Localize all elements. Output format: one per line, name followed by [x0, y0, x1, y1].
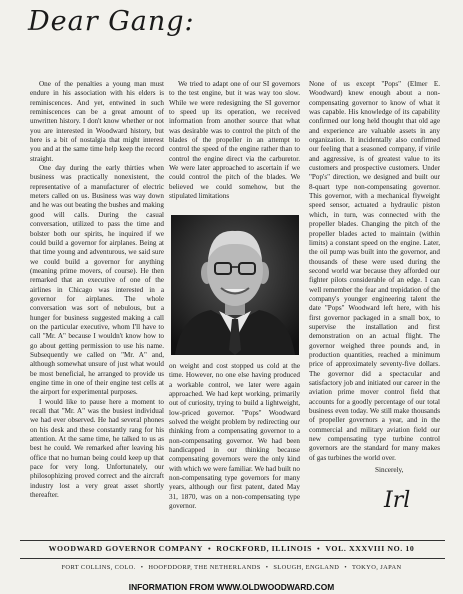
closing: Sincerely,	[375, 466, 404, 474]
source-banner: INFORMATION FROM WWW.OLDWOODWARD.COM	[128, 582, 335, 592]
location: SLOUGH, ENGLAND	[273, 564, 340, 571]
paragraph: We tried to adapt one of our SI governors to the test engine, but it was way too slow. While we were redesigning the SI governor to speed up its operation, we received information from another source that what was desirable was to control the pitch of the blades of the propeller in an attempt to control the speed of the engine rather than to control the engine direct via the carburetor. We were later approached to ascertain if we could control the pitch of the blades. We believed we could somehow, but the stipulated limitations	[169, 80, 300, 201]
location: FORT COLLINS, COLO.	[61, 564, 136, 571]
location: TOKYO, JAPAN	[351, 564, 402, 571]
signature: Irl	[384, 488, 411, 513]
salutation: Dear Gang:	[28, 6, 195, 37]
letter-column-3	[309, 80, 440, 463]
city: ROCKFORD, ILLINOIS	[216, 544, 313, 553]
paragraph: One day during the early thirties when business was practically nonexistent, the representative of a manufacturer of electric meters called on us. Business was way down and he was out beating the bushes and making good will calls. During the casual conversation, utilized to pass the time and bolster both our spirits, he inquired if we could build a governor for airplanes. Being at that time young and adventurous, we said sure we could build a governor for anything (meaning prime movers, of course). He then remarked that an executive of one of the airlines in Chicago was interested in a governor for airplanes. The whole conversation was sort of nebulous, but a hunger for business suggested making a call on the particular executive, whom I'll have to call "Mr. A" because I wouldn't know how to go about getting permission to use his name. Subsequently we called on "Mr. A" and, although somewhat unsure of just what would be most beneficial, he arranged to provide us engine time in one of their engine test cells at the airport for experimental purposes.	[30, 164, 164, 397]
location: HOOFDDORP, THE NETHERLANDS	[148, 564, 261, 571]
paragraph: on weight and cost stopped us cold at the time. However, no one else having produced a workable control, we later were again approached. We had kept working, primarily out of curiosity, trying to build a lightweight, low-priced governor. "Pops" Woodward solved the weight problem by redirecting our thinking from a compensating governor to a non-compensating governor. We had been handicapped in our thinking because compensating governors were the only kind with which we were familiar. We had built no non-compensating type governors for many years, although our first patent, dated May 31, 1870, was on a non-compensating type governor.	[169, 362, 300, 511]
volume-number: VOL. XXXVIII NO. 10	[325, 544, 415, 553]
paragraph: One of the penalties a young man must endure in his association with his elders is reminiscences. And yet, entwined in such reminiscences can be a great amount of unwritten history. I don't know whether or not you are interested in Woodward history, but here is a bit of nostalgia that might interest you and at the same time help keep the record straight.	[30, 80, 164, 163]
portrait-photo	[171, 215, 299, 355]
locations-line: FORT COLLINS, COLO. • HOOFDDORP, THE NETHERLANDS • SLOUGH, ENGLAND • TOKYO, JAPAN	[61, 564, 402, 571]
letter-column-2-top	[169, 80, 300, 201]
footer-divider	[20, 558, 445, 559]
paragraph: None of us except "Pops" (Elmer E. Woodward) knew enough about a non-compensating governor to know of what it was capable. His knowledge of its capability confirmed our long held thought that old age and experience are valuable assets in any organization. It incidentally also confirmed our feeling that a seasoned company, if virile and aggressive, is of greatest value to its customers and prospective customers. Under "Pop's" direction, we designed and built our 8-quart type non-compensating governor. This governor, with a mechanical flyweight speed sensor, actuated a hydraulic piston which, in turn, was connected with the propeller blades. Changing the pitch of the propeller blades acted to maintain (within limits) a constant speed on the engine. Later, the oil pump was built into the governor, and thousands of these were used during the second world war because they afforded our fighter pilots considerable of an edge. I can well remember the fear and trepidation of the company's younger engineering talent the date "Pops" Woodward left here, with his first governor packaged in a small box, to supervise the installation and first demonstration on an actual flight. The governor weighed three pounds and, in production quantities, reached a minimum price of approximately seventy-five dollars. The governor did a spectacular and satisfactory job and initiated our career in the aviation prime mover control field that accounts for a goodly percentage of our total business even today. We still make thousands of propeller governors a year, and in the commercial and military aviation field our new compensating type turbine control governors are the standard for many makes of gas turbines the world over.	[309, 80, 440, 462]
company-name: WOODWARD GOVERNOR COMPANY	[48, 544, 203, 553]
footer-divider	[20, 540, 445, 541]
masthead: WOODWARD GOVERNOR COMPANY • ROCKFORD, ILLINOIS • VOL. XXXVIII NO. 10	[48, 544, 415, 553]
letter-column-2-bottom	[169, 362, 300, 512]
paragraph: I would like to pause here a moment to recall that "Mr. A" was the busiest individual we had ever observed. He had several phones on his desk and these constantly rang for his attention. At the same time, he talked to us as best he could. We remarked after leaving his office that no human being could keep up that pace for very long. Unfortunately, our philosophizing proved correct and the aircraft industry lost a very great asset shortly thereafter.	[30, 397, 164, 500]
portrait-image	[171, 215, 299, 355]
letter-column-1	[30, 80, 164, 500]
